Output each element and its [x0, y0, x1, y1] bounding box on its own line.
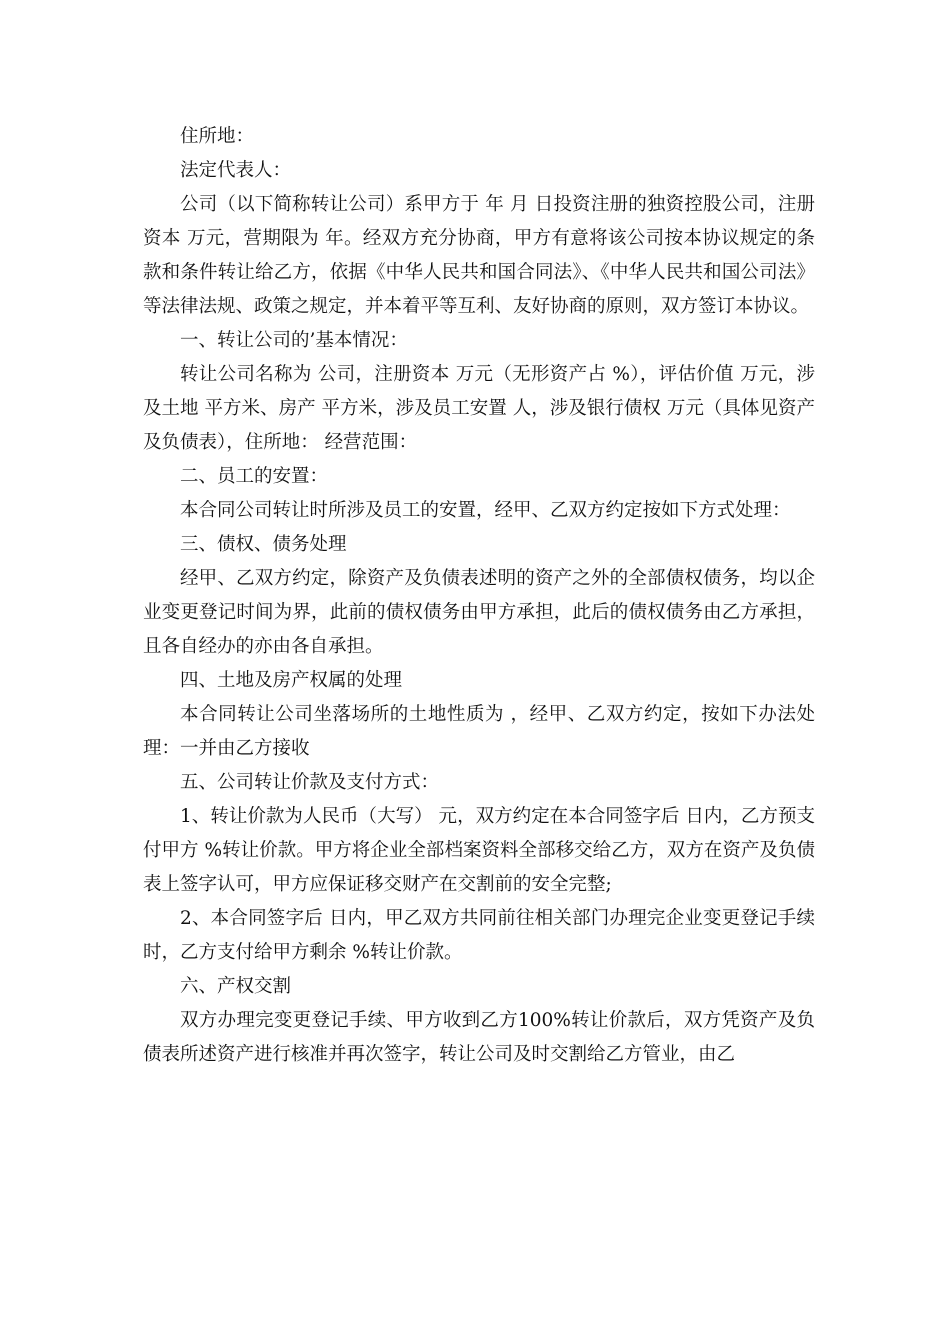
heading-section-1: 一、转让公司的’基本情况： — [180, 330, 408, 351]
paragraph-legal-representative: 法定代表人： — [180, 160, 292, 181]
paragraph-address: 住所地： — [180, 126, 255, 147]
document-body — [143, 120, 815, 1072]
paragraph-section-5-item-2: 2、本合同签字后 日内，甲乙双方共同前往相关部门办理完企业变更登记手续时，乙方支付给甲方剩余 %转让价款。 — [143, 908, 815, 963]
heading-section-3: 三、债权、债务处理 — [180, 534, 347, 555]
heading-section-2: 二、员工的安置： — [180, 466, 329, 487]
paragraph-section-3: 经甲、乙双方约定，除资产及负债表述明的资产之外的全部债权债务，均以企业变更登记时间为界，此前的债权债务由甲方承担，此后的债权债务由乙方承担，且各自经办的亦由各自承担。 — [143, 568, 815, 657]
paragraph-section-5-item-1: 1、转让价款为人民币（大写） 元，双方约定在本合同签字后 日内，乙方预支付甲方 %转让价款。甲方将企业全部档案资料全部移交给乙方，双方在资产及负债表上签字认可，甲方应保证移交财产在交割前的安全完整; — [143, 806, 815, 895]
paragraph-preamble: 公司（以下简称转让公司）系甲方于 年 月 日投资注册的独资控股公司，注册资本 万元，营期限为 年。经双方充分协商，甲方有意将该公司按本协议规定的条款和条件转让给乙方，依据《中华人民共和国合同法》、《中华人民共和国公司法》等法律法规、政策之规定，并本着平等互利、友好协商的原则，双方签订本协议。 — [143, 194, 815, 317]
heading-section-4: 四、土地及房产权属的处理 — [180, 670, 403, 691]
heading-section-6: 六、产权交割 — [180, 976, 292, 997]
paragraph-section-2: 本合同公司转让时所涉及员工的安置，经甲、乙双方约定按如下方式处理： — [180, 500, 791, 521]
paragraph-section-6: 双方办理完变更登记手续、甲方收到乙方100%转让价款后，双方凭资产及负债表所述资产进行核准并再次签字，转让公司及时交割给乙方管业，由乙 — [143, 1010, 815, 1065]
paragraph-section-4: 本合同转让公司坐落场所的土地性质为 ，经甲、乙双方约定，按如下办法处理：一并由乙方接收 — [143, 704, 815, 759]
heading-section-5: 五、公司转让价款及支付方式： — [180, 772, 440, 793]
paragraph-section-1: 转让公司名称为 公司，注册资本 万元（无形资产占 %），评估价值 万元，涉及土地 平方米、房产 平方米，涉及员工安置 人，涉及银行债权 万元（具体见资产及负债表），住所地： 经营范围： — [143, 364, 815, 453]
